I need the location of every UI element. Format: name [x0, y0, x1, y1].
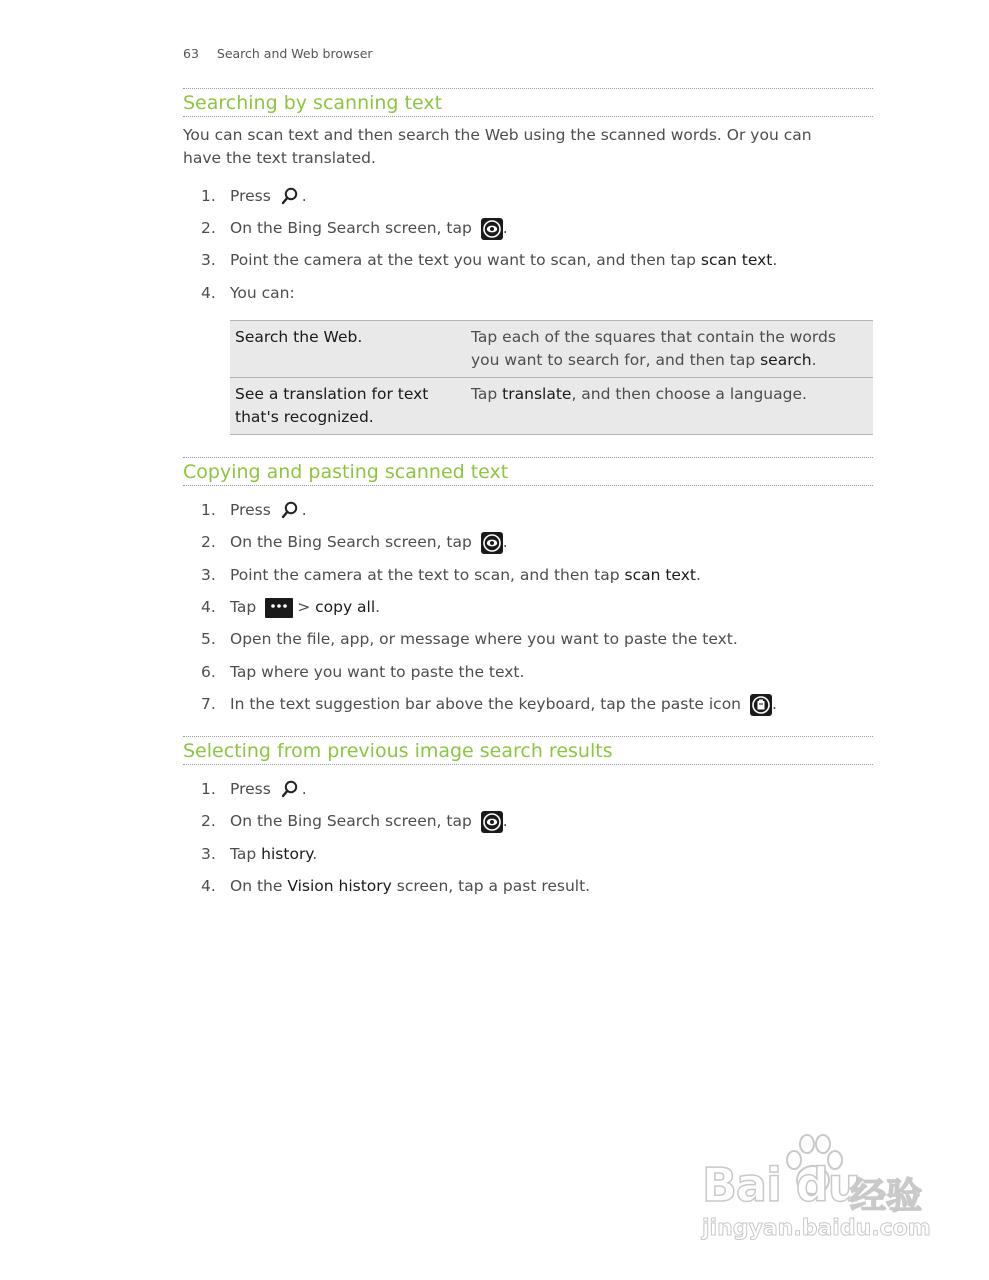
- step-text: Tap: [230, 598, 257, 616]
- step-text: In the text suggestion bar above the keyboard, tap the paste icon: [230, 695, 742, 713]
- step-text: Tap where you want to paste the text.: [230, 663, 525, 681]
- list-item: [183, 810, 873, 833]
- paste-icon: [750, 694, 772, 716]
- step-text: .: [375, 598, 381, 616]
- chapter-title: Search and Web browser: [216, 46, 373, 61]
- keyword: scan text: [624, 566, 696, 584]
- table-cell-description: [466, 321, 873, 378]
- step-number: 2.: [201, 219, 216, 237]
- step-number: 5.: [201, 630, 216, 648]
- baidu-watermark: [700, 1130, 940, 1250]
- watermark-url: jingyan.baidu.com: [702, 1216, 931, 1241]
- list-item: [183, 564, 873, 586]
- intro-line: have the text translated.: [183, 149, 376, 167]
- step-text: On the Bing Search screen, tap: [230, 812, 472, 830]
- search-icon: [280, 779, 300, 801]
- step-text: .: [695, 566, 701, 584]
- step-text: Tap: [230, 845, 262, 863]
- list-item: [183, 843, 873, 865]
- keyword: Vision history: [287, 877, 392, 895]
- list-item: [183, 249, 873, 271]
- watermark-cn: 经验: [850, 1176, 923, 1217]
- step-number: 3.: [201, 845, 216, 863]
- keyword: history: [261, 845, 313, 863]
- step-text: >: [297, 598, 316, 616]
- section-heading-scanning: Searching by scanning text: [183, 88, 873, 117]
- running-header: [183, 46, 373, 61]
- list-item: [183, 661, 873, 683]
- step-number: 3.: [201, 251, 216, 269]
- step-number: 4.: [201, 877, 216, 895]
- step-text: Press: [230, 501, 271, 519]
- description-line: [471, 349, 868, 372]
- step-text: On the Bing Search screen, tap: [230, 219, 472, 237]
- list-item: [183, 499, 873, 522]
- step-text: .: [502, 219, 508, 237]
- list-item: [183, 628, 873, 650]
- step-text: .: [772, 251, 778, 269]
- step-number: 2.: [201, 812, 216, 830]
- table-row: [230, 378, 873, 435]
- option-text: Search the Web.: [235, 328, 363, 346]
- option-text: See a translation for text: [235, 385, 429, 403]
- list-item: [183, 531, 873, 554]
- step-number: 6.: [201, 663, 216, 681]
- page-number: 63: [183, 46, 199, 61]
- step-number: 4.: [201, 284, 216, 302]
- step-text: .: [301, 187, 307, 205]
- step-text: .: [771, 695, 777, 713]
- description-text: Tap: [471, 385, 503, 403]
- list-item: [183, 217, 873, 240]
- step-number: 3.: [201, 566, 216, 584]
- list-item: [183, 282, 873, 304]
- table-cell-option: [230, 321, 466, 378]
- vision-eye-icon: [481, 218, 503, 240]
- step-text: On the: [230, 877, 288, 895]
- step-text: Press: [230, 780, 271, 798]
- step-number: 1.: [201, 501, 216, 519]
- step-text: .: [502, 812, 508, 830]
- step-text: .: [301, 780, 307, 798]
- description-text: you want to search for, and then tap: [471, 351, 761, 369]
- step-text: .: [502, 533, 508, 551]
- step-number: 2.: [201, 533, 216, 551]
- option-text: that's recognized.: [235, 408, 374, 426]
- step-number: 1.: [201, 187, 216, 205]
- options-table: [230, 320, 873, 435]
- table-cell-description: [466, 378, 873, 435]
- keyword: search: [760, 351, 812, 369]
- vision-eye-icon: [481, 532, 503, 554]
- list-item: [183, 778, 873, 801]
- search-icon: [280, 186, 300, 208]
- section-heading-copying: Copying and pasting scanned text: [183, 457, 873, 486]
- step-number: 1.: [201, 780, 216, 798]
- description-text: Tap each of the squares that contain the words: [471, 328, 836, 346]
- step-text: Point the camera at the text you want to scan, and then tap: [230, 251, 701, 269]
- step-text: screen, tap a past result.: [391, 877, 591, 895]
- keyword: scan text: [700, 251, 773, 269]
- step-number: 4.: [201, 598, 216, 616]
- list-item: [183, 185, 873, 208]
- step-text: Press: [230, 187, 271, 205]
- more-icon: [265, 598, 293, 618]
- vision-eye-icon: [481, 811, 503, 833]
- step-text: .: [312, 845, 318, 863]
- list-item: [183, 693, 873, 716]
- step-text: On the Bing Search screen, tap: [230, 533, 472, 551]
- intro-line: You can scan text and then search the Web using the scanned words. Or you can: [183, 126, 812, 144]
- search-icon: [280, 500, 300, 522]
- keyword: translate: [502, 385, 572, 403]
- step-text: You can:: [230, 284, 295, 302]
- step-text: .: [301, 501, 307, 519]
- table-row: [230, 321, 873, 378]
- description-text: .: [811, 351, 817, 369]
- list-item: [183, 875, 873, 897]
- list-item: [183, 596, 873, 618]
- keyword: copy all: [315, 598, 376, 616]
- section-heading-selecting: Selecting from previous image search results: [183, 736, 873, 765]
- step-number: 7.: [201, 695, 216, 713]
- watermark-brand: Bai du: [702, 1158, 860, 1212]
- description-text: , and then choose a language.: [571, 385, 807, 403]
- table-cell-option: [230, 378, 466, 435]
- intro-paragraph: [183, 124, 863, 170]
- step-text: Point the camera at the text to scan, and then tap: [230, 566, 625, 584]
- step-text: Open the file, app, or message where you want to paste the text.: [230, 630, 738, 648]
